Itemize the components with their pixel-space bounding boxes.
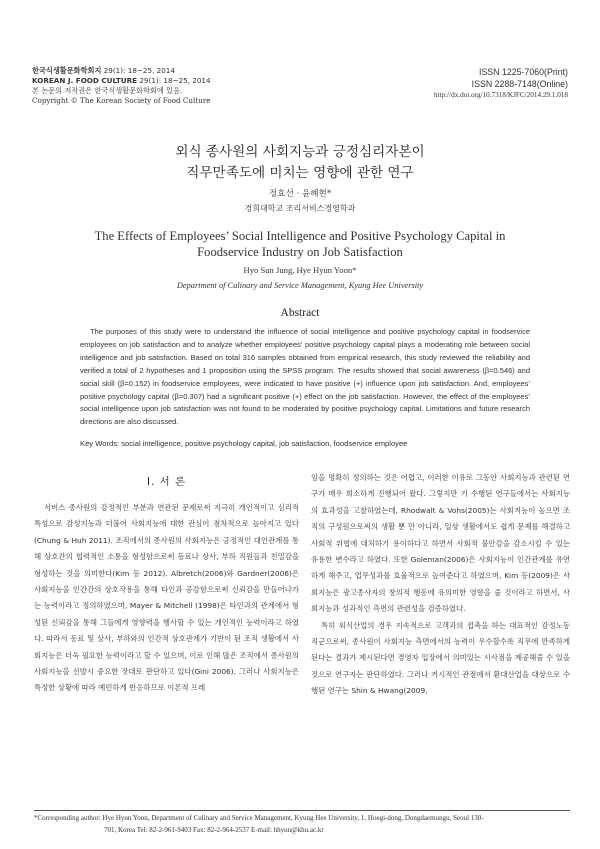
journal-name-ko: [32, 66, 211, 76]
keywords-list: social intelligence, positive psychology capital, job satisfaction, foodservice employee: [119, 439, 408, 448]
issn-block: [434, 66, 568, 101]
abstract-text: The purposes of this study were to understand the influence of social intelligence and positive psychology capital in foodservice employees on job satisfaction and to analyze whether employees’ positive psychology capital plays a moderating role between social intelligence and job satisfaction. Based on total 316 samples obtained from empirical research, this study reviewed the reliability and verified a total of 2 hypotheses and 1 proposition using the SPSS program. The results showed that social awareness (β=0.546) and social skill (β=0.152) in foodservice employees, were indicated to have positive (+) influence upon job satisfaction. And, employees’ positive psychology capital (β=0.307) had a significant positive (+) effect on the job satisfaction. However, the effect of the employees’ social intelligence upon job satisfaction was not found to be moderated by positive psychology capital. Limitations and future research directions are also discussed.: [80, 327, 530, 427]
journal-citation-ko: 29(1): 18~25, 2014: [101, 66, 175, 75]
body-paragraph: 임을 명확히 정의하는 것은 어렵고, 이러한 이유로 그동안 사회지능과 관련된 연구가 매우 희소하게 진행되어 왔다. 그렇지만 기 수행된 연구들에서는 사회지능의 효과성을 고찰하였는데, Rhodwalt & Vohs(2005)는 사회지능이 높으면 조직의 구성원으로써의 생활 뿐 만 아니라, 일상 생활에서도 쉽게 문제를 해결하고 사회적 위협에 대처하기 용이하다고 하면서 사회적 불안감을 감소시킬 수 있는 유용한 변수라고 하였다. 또한 Goleman(2006)은 사회지능이 인간관계를 유연하게 해주고, 업무성과를 효율적으로 높여준다고 하였으며, Kim 등(2009)은 사회지능은 광고종사자의 창의적 행동에 유의미한 영향을 줄 것이라고 하면서, 사회지능과 성과적인 측면의 관련성을 검증하였다.: [311, 473, 570, 614]
footnote-line1: *Corresponding author: Hye Hyun Yoon, Department of Culinary and Service Management, Kyung Hee University, 1, Hoegi-dong, Dongdaemungu, Seoul 130-: [34, 814, 484, 822]
affiliation-korean: 경희대학교 조리서비스경영학과: [244, 204, 356, 213]
journal-citation-en: 29(1): 18~25, 2014: [137, 76, 211, 85]
title-english: [0, 228, 600, 260]
footnote-line2: 701, Korea Tel: 82-2-961-9403 Fax: 82-2-964-2537 E-mail: hhyun@khu.ac.kr: [104, 825, 324, 834]
title-english-line1: The Effects of Employees’ Social Intelligence and Positive Psychology Capital in: [94, 229, 506, 243]
footnote-divider: [34, 810, 570, 811]
copyright-notice: Copyright © The Korean Society of Food Culture: [32, 96, 211, 105]
section-heading-introduction: I. 서 론: [146, 476, 187, 488]
body-paragraph: 서비스 종사원의 감정적인 부분과 연관된 문제로써 지극히 개인적이고 심리적 특성으로 감성지능과 더불어 사회지능에 대한 관심이 점차적으로 높아지고 있다(Chung & Huh 2011). 조직에서의 종사원의 사회지능은 긍정적인 대인관계를 통해 상호간의 협력적인 소통을 형성함으로써 동료나 상사, 부하 직원들과 친밀감을 형성하는 것을 의미한다(Kim 등 2012). Albretch(2006)와 Gardner(2006)은 사회지능을 인간간의 상호작용을 통해 타인과 공감함으로써 신뢰감을 만들어나가는 능력이라고 정의하였으며, Mayer & Mitchell (1998)은 타인과의 관계에서 형성된 신뢰감을 통해 그들에게 영향력을 행사할 수 있는 개인적인 능력이라고 하였다. 따라서 동료 및 상사, 부하와의 인간적 상호관계가 기반이 된 조직 생활에서 사회지능은 더욱 필요한 능력이라고 할 수 있으며, 이로 인해 많은 조직에서 종사원의 사회지능을 선발시 중요한 잣대로 판단하고 있다(Gini 2006). 그러나 사회지능은 특정한 상황에 따라 예민하게 반응하므로 이론적 프레: [34, 503, 299, 693]
title-korean-line1: 외식 종사원의 사회지능과 긍정심리자본이: [175, 144, 425, 160]
copyright-notice-ko: 본 논문의 저작권은 한국식생활문화학회에 있음.: [32, 86, 183, 95]
abstract-heading: Abstract: [280, 307, 320, 319]
issn-print: ISSN 1225-7060(Print): [479, 67, 568, 77]
journal-name-en: [32, 76, 211, 86]
body-column-right: [311, 470, 570, 700]
keywords-label: Key Words:: [80, 439, 120, 448]
title-korean-line2: 직무만족도에 미치는 영향에 관한 연구: [186, 165, 414, 181]
journal-header: [32, 66, 211, 106]
body-paragraph: 특히 외식산업의 경우 지속적으로 고객과의 접촉을 하는 대표적인 감정노동 직군으로써, 종사원이 사회지능 측면에서의 능력이 우수할수록 직무에 만족하게 된다는 결과가 제시된다면 경영자 입장에서 의미있는 시사점을 제공해줄 수 있을 것으로 연구자는 판단하였다. 그러나 거시적인 관점에서 환대산업을 대상으로 수행된 연구는 Shin & Hwang(2009,: [311, 620, 570, 696]
authors-korean: 정효선 · 윤혜현*: [268, 189, 332, 199]
journal-name-ko-text: 한국식생활문화학회지: [32, 66, 102, 75]
body-column-left: [34, 500, 299, 697]
title-english-line2: Foodservice Industry on Job Satisfaction: [197, 245, 403, 259]
authors-english: Hyo Sun Jung, Hye Hyun Yoon*: [243, 265, 357, 275]
affiliation-english: Department of Culinary and Service Management, Kyung Hee University: [176, 281, 424, 290]
title-korean: [0, 142, 600, 184]
journal-name-en-text: KOREAN J. FOOD CULTURE: [32, 76, 138, 85]
keywords: [80, 439, 540, 448]
corresponding-author-footnote: [34, 813, 570, 836]
issn-online: ISSN 2288-7148(Online): [471, 79, 568, 89]
doi-link[interactable]: http://dx.doi.org/10.7318/KJFC/2014.29.1.018: [433, 91, 568, 99]
